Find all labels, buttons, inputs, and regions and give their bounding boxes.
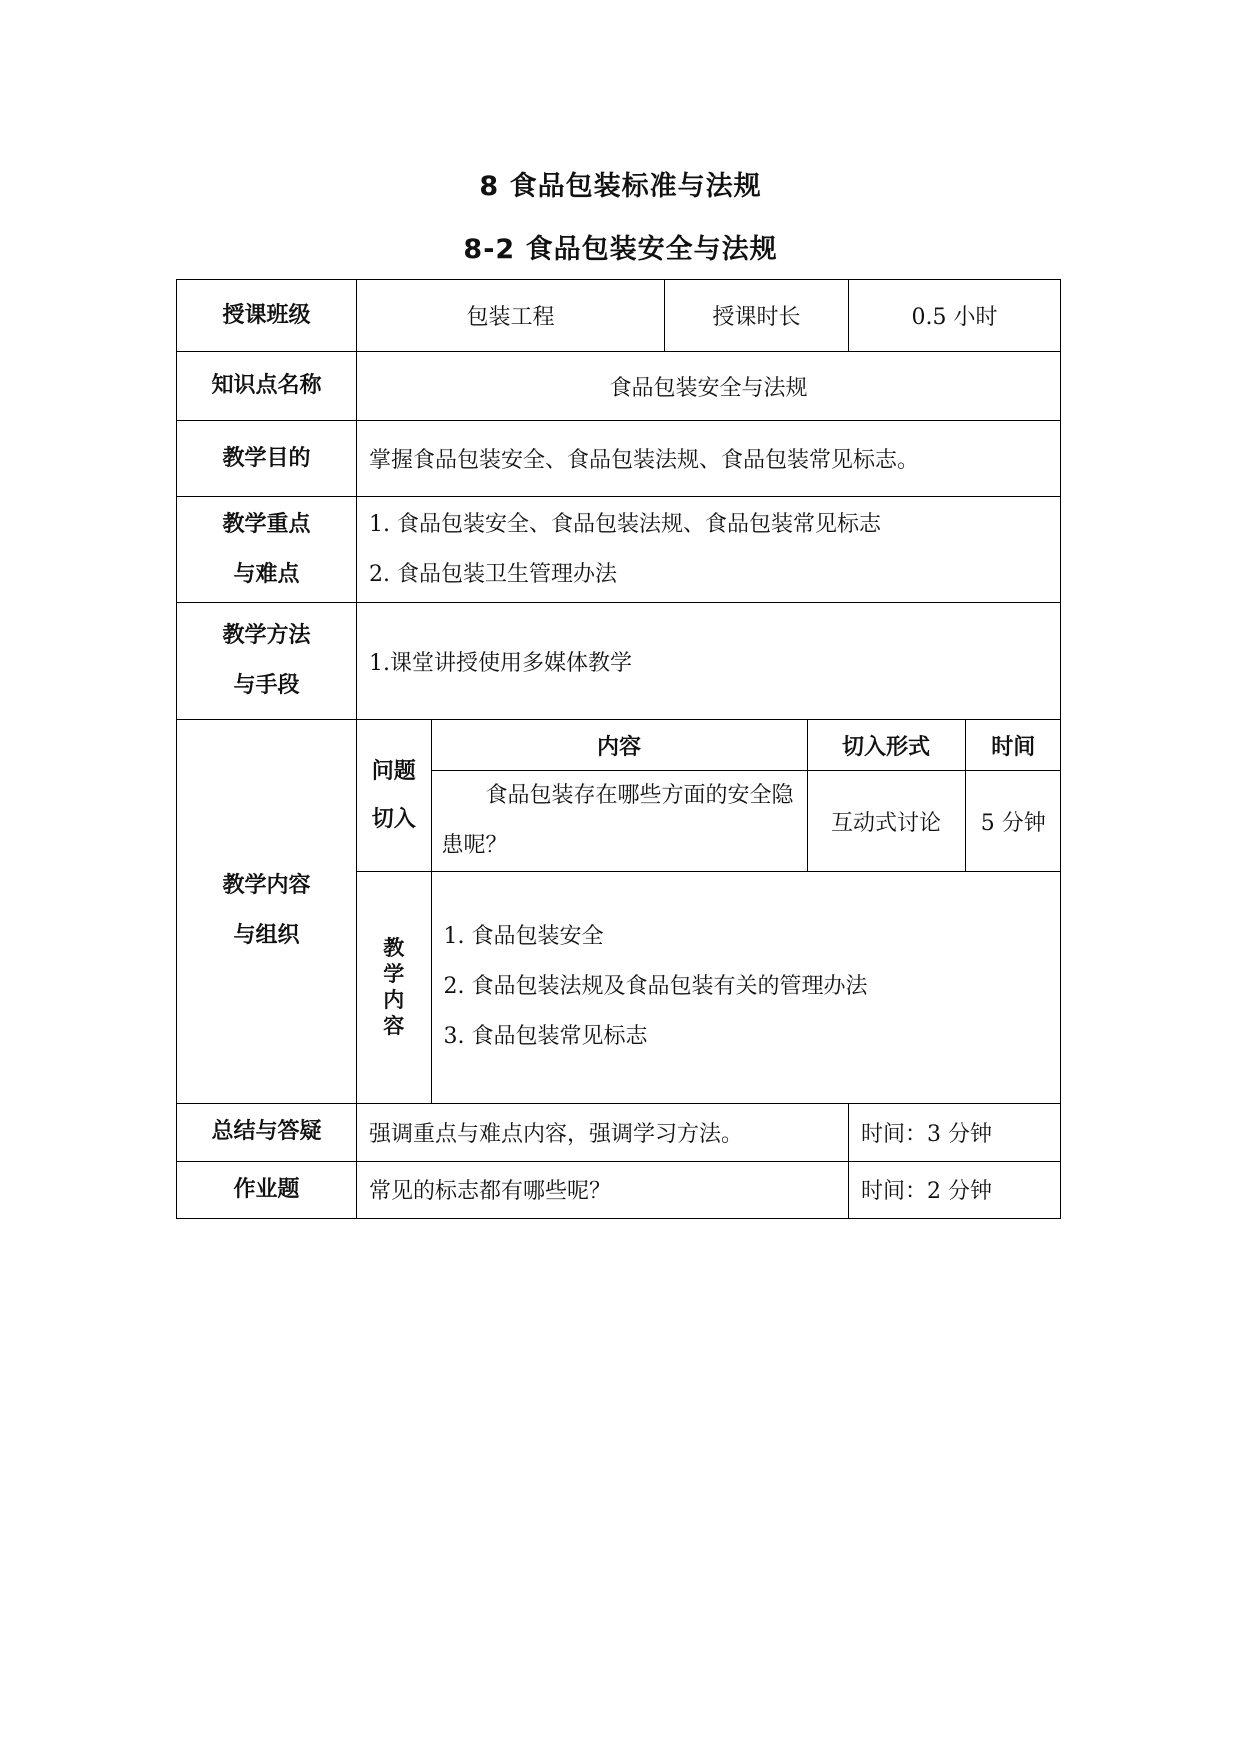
- teaching-row: [357, 872, 1061, 1103]
- intro-text: 食品包装存在哪些方面的安全隐患呢？: [431, 771, 807, 872]
- class-label: 授课班级: [177, 280, 357, 352]
- knowledge-row: [177, 352, 1061, 421]
- summary-row: [177, 1103, 1061, 1161]
- knowledge-label: 知识点名称: [177, 352, 357, 421]
- keypoints-value: [357, 497, 1061, 603]
- homework-row: [177, 1161, 1061, 1218]
- keypoints-row: [177, 497, 1061, 603]
- header-form: 切入形式: [807, 720, 965, 771]
- summary-label: 总结与答疑: [177, 1103, 357, 1161]
- keypoints-item: 1. 食品包装安全、食品包装法规、食品包装常见标志: [369, 511, 881, 537]
- keypoints-label-line-1: 教学重点: [222, 511, 311, 537]
- objective-value: 掌握食品包装安全、食品包装法规、食品包装常见标志。: [357, 421, 1061, 497]
- method-value: 1.课堂讲授使用多媒体教学: [357, 603, 1061, 720]
- method-row: [177, 603, 1061, 720]
- method-label-line-2: 与手段: [233, 673, 300, 698]
- keypoints-label-line-2: 与难点: [233, 561, 300, 587]
- content-label-line-1: 教学内容: [222, 873, 311, 899]
- homework-label: 作业题: [177, 1161, 357, 1218]
- lesson-plan-table: [176, 279, 1061, 1219]
- content-header-row: [357, 720, 1061, 771]
- objective-row: [177, 421, 1061, 497]
- intro-label: [357, 720, 431, 872]
- summary-time: 时间：3 分钟: [849, 1103, 1061, 1161]
- knowledge-value: 食品包装安全与法规: [357, 352, 1061, 421]
- content-label: [177, 720, 357, 1104]
- intro-form: 互动式讨论: [807, 771, 965, 872]
- document-subtitle: 8-2 食品包装安全与法规: [463, 234, 778, 265]
- intro-row: [357, 771, 1061, 872]
- header-time: 时间: [965, 720, 1061, 771]
- homework-time: 时间：2 分钟: [849, 1161, 1061, 1218]
- method-label: [177, 603, 357, 720]
- teaching-items: [431, 872, 1061, 1103]
- teaching-label: 教学内容: [383, 936, 405, 1039]
- class-value: 包装工程: [357, 280, 665, 352]
- content-inner-table: [357, 720, 1061, 1103]
- teaching-label-cell: [357, 872, 431, 1103]
- intro-label-line-2: 切入: [371, 806, 416, 832]
- objective-label: 教学目的: [177, 421, 357, 497]
- keypoints-label: [177, 497, 357, 603]
- document-title: 8 食品包装标准与法规: [479, 171, 762, 202]
- content-cell: [357, 720, 1061, 1104]
- content-row: [177, 720, 1061, 1104]
- content-label-line-2: 与组织: [233, 923, 300, 949]
- duration-value: 0.5 小时: [849, 280, 1061, 352]
- intro-time: 5 分钟: [965, 771, 1061, 872]
- header-content: 内容: [431, 720, 807, 771]
- keypoints-item: 2. 食品包装卫生管理办法: [369, 561, 617, 587]
- class-row: [177, 280, 1061, 352]
- teaching-item: 1. 食品包装安全: [443, 924, 604, 950]
- summary-value: 强调重点与难点内容，强调学习方法。: [357, 1103, 849, 1161]
- method-label-line-1: 教学方法: [222, 623, 311, 648]
- intro-label-line-1: 问题: [371, 758, 416, 784]
- homework-value: 常见的标志都有哪些呢？: [357, 1161, 849, 1218]
- teaching-item: 2. 食品包装法规及食品包装有关的管理办法: [443, 974, 868, 1000]
- duration-label: 授课时长: [665, 280, 849, 352]
- teaching-item: 3. 食品包装常见标志: [443, 1024, 648, 1050]
